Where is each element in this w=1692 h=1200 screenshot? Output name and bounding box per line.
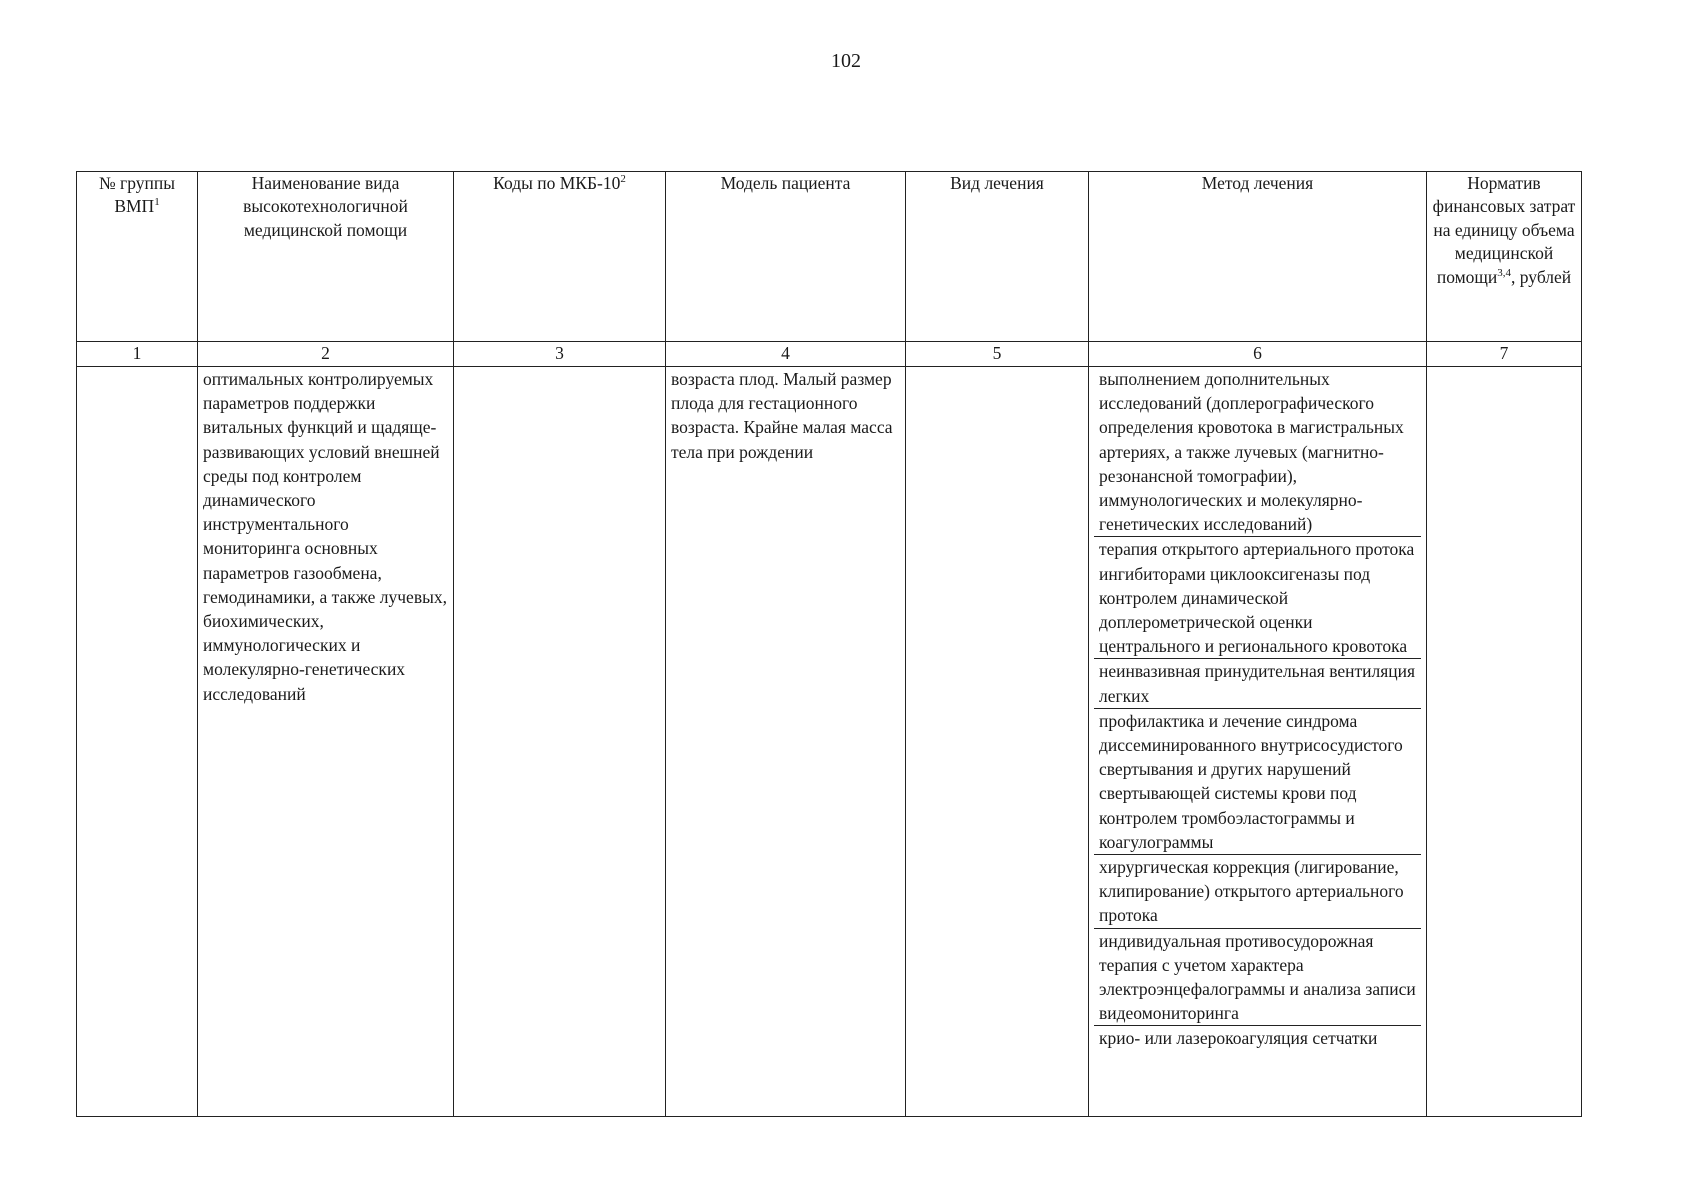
header-cost-standard: Норматив финансовых затрат на единицу объема медицинской помощи$^{3,4}$, рублей <box>1427 172 1582 342</box>
cell-group-number <box>77 367 198 1117</box>
method-item: терапия открытого артериального протока ингибиторами циклооксигеназы под контролем динамической доплерометрической оценки центрального и регионального кровотока <box>1094 537 1421 659</box>
vmp-table <box>76 171 1582 1117</box>
header-group-number: № группы ВМП$^1$ <box>77 172 198 342</box>
column-number-row <box>77 342 1582 367</box>
method-item: профилактика и лечение синдрома диссеминированного внутрисосудистого свертывания и других нарушений свертывающей системы крови под контролем тромбоэластограммы и коагулограммы <box>1094 709 1421 855</box>
page-number: 102 <box>831 50 861 72</box>
column-number: 6 <box>1089 342 1427 367</box>
header-care-type: Наименование вида высокотехнологичной медицинской помощи <box>198 172 454 342</box>
header-patient-model: Модель пациента <box>666 172 906 342</box>
column-number: 3 <box>454 342 666 367</box>
column-number: 4 <box>666 342 906 367</box>
column-number: 7 <box>1427 342 1582 367</box>
method-item: выполнением дополнительных исследований (доплерографического определения кровотока в магистральных артериях, а также лучевых (магнитно-резонансной томографии), иммунологических и молекулярно-генетических исследований) <box>1094 367 1421 537</box>
header-treatment-method: Метод лечения <box>1089 172 1427 342</box>
header-treatment-type: Вид лечения <box>906 172 1089 342</box>
cell-cost-standard <box>1427 367 1582 1117</box>
column-number: 1 <box>77 342 198 367</box>
method-item: индивидуальная противосудорожная терапия с учетом характера электроэнцефалограммы и анализа записи видеомониторинга <box>1094 929 1421 1027</box>
header-icd-codes: Коды по МКБ-$10^2$ <box>454 172 666 342</box>
method-item: неинвазивная принудительная вентиляция легких <box>1094 659 1421 708</box>
method-item: хирургическая коррекция (лигирование, клипирование) открытого артериального протока <box>1094 855 1421 929</box>
cell-treatment-methods <box>1089 367 1427 1117</box>
cell-treatment-type <box>906 367 1089 1117</box>
column-number: 5 <box>906 342 1089 367</box>
column-number: 2 <box>198 342 454 367</box>
cell-icd-codes <box>454 367 666 1117</box>
header-row <box>77 172 1582 342</box>
table-row <box>77 367 1582 1117</box>
cell-care-type: оптимальных контролируемых параметров поддержки витальных функций и щадяще-развивающих условий внешней среды под контролем динамического инструментального мониторинга основных параметров газообмена, гемодинамики, а также лучевых, биохимических, иммунологических и молекулярно-генетических исследований <box>198 367 454 1117</box>
method-item: крио- или лазерокоагуляция сетчатки <box>1099 1028 1378 1049</box>
cell-patient-model: возраста плод. Малый размер плода для гестационного возраста. Крайне малая масса тела при рождении <box>666 367 906 1117</box>
